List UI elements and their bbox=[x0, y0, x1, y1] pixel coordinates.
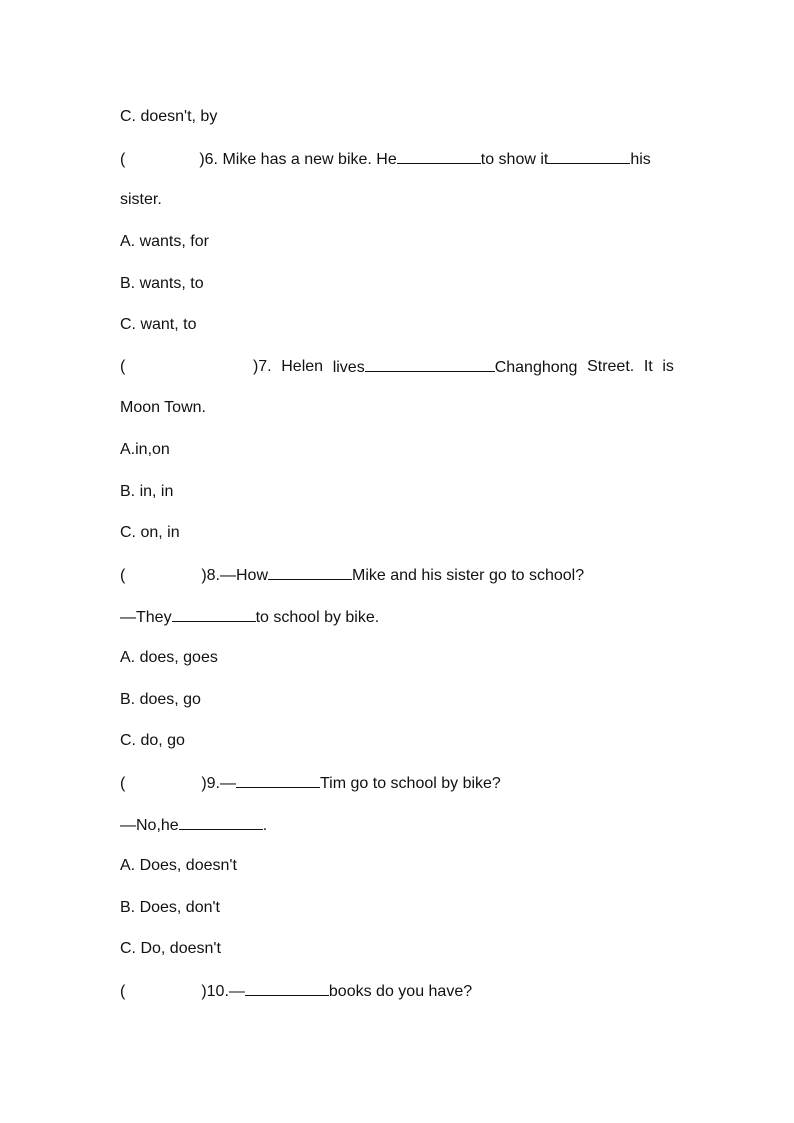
question-9-answer bbox=[120, 815, 267, 836]
option-c-q5 bbox=[120, 107, 217, 127]
question-text: )10.— bbox=[201, 983, 245, 1000]
question-word: is bbox=[662, 358, 674, 375]
question-7-continuation bbox=[120, 398, 206, 418]
question-text: sister. bbox=[120, 191, 162, 208]
fill-blank[interactable] bbox=[548, 149, 630, 164]
question-text: Mike and his sister go to school? bbox=[352, 567, 585, 584]
question-9 bbox=[120, 773, 501, 794]
option-c-q9 bbox=[120, 939, 221, 959]
question-7 bbox=[120, 357, 674, 378]
question-text: Moon Town. bbox=[120, 399, 206, 416]
option-a-q6 bbox=[120, 232, 209, 252]
question-text: )6. Mike has a new bike. He bbox=[199, 151, 397, 168]
question-6 bbox=[120, 149, 651, 170]
fill-blank[interactable] bbox=[268, 565, 352, 580]
question-word: lives Changhong bbox=[332, 359, 578, 376]
option-text: B. wants, to bbox=[120, 275, 204, 292]
fill-blank[interactable] bbox=[245, 981, 329, 996]
option-text: C. on, in bbox=[120, 524, 180, 541]
question-word: Helen bbox=[281, 358, 324, 375]
option-a-q9 bbox=[120, 856, 237, 876]
question-text: Tim go to school by bike? bbox=[320, 775, 501, 792]
question-text: —No,he bbox=[120, 817, 179, 834]
question-text: —They bbox=[120, 609, 172, 626]
question-text: )7. bbox=[252, 358, 272, 375]
option-b-q7 bbox=[120, 482, 173, 502]
fill-blank[interactable] bbox=[236, 773, 320, 788]
question-word: Street. bbox=[587, 358, 635, 375]
question-text: to school by bike. bbox=[255, 609, 380, 626]
option-text: C. Do, doesn't bbox=[120, 940, 221, 957]
fill-blank[interactable] bbox=[397, 149, 481, 164]
option-text: C. do, go bbox=[120, 732, 185, 749]
question-word: It bbox=[643, 358, 653, 375]
question-text: his bbox=[630, 151, 651, 168]
option-c-q7 bbox=[120, 523, 180, 543]
option-text: A. Does, doesn't bbox=[120, 857, 237, 874]
option-a-q8 bbox=[120, 648, 218, 668]
question-text: )9.— bbox=[201, 775, 236, 792]
option-text: B. does, go bbox=[120, 691, 201, 708]
answer-paren-open: ( bbox=[120, 567, 126, 584]
question-6-continuation bbox=[120, 190, 162, 210]
option-b-q8 bbox=[120, 690, 201, 710]
fill-blank[interactable] bbox=[179, 815, 263, 830]
question-10 bbox=[120, 981, 472, 1002]
option-text: B. Does, don't bbox=[120, 899, 220, 916]
question-text: )8.—How bbox=[201, 567, 269, 584]
option-a-q7 bbox=[120, 440, 170, 460]
answer-paren-open: ( bbox=[120, 983, 126, 1000]
option-text: A.in,on bbox=[120, 441, 170, 458]
option-text: C. doesn't, by bbox=[120, 108, 218, 125]
option-c-q8 bbox=[120, 731, 185, 751]
option-text: A. wants, for bbox=[120, 233, 209, 250]
question-8-answer bbox=[120, 607, 379, 628]
option-text: B. in, in bbox=[120, 483, 174, 500]
question-text: . bbox=[262, 817, 268, 834]
answer-paren-open: ( bbox=[120, 775, 126, 792]
option-text: A. does, goes bbox=[120, 649, 218, 666]
fill-blank[interactable] bbox=[172, 607, 256, 622]
question-8 bbox=[120, 565, 584, 586]
fill-blank[interactable] bbox=[365, 357, 495, 372]
question-text: books do you have? bbox=[328, 983, 473, 1000]
answer-paren-open: ( bbox=[120, 358, 126, 375]
option-b-q9 bbox=[120, 898, 220, 918]
answer-paren-open: ( bbox=[120, 151, 126, 168]
option-c-q6 bbox=[120, 315, 196, 335]
option-text: C. want, to bbox=[120, 316, 197, 333]
question-text: to show it bbox=[480, 151, 549, 168]
option-b-q6 bbox=[120, 274, 204, 294]
